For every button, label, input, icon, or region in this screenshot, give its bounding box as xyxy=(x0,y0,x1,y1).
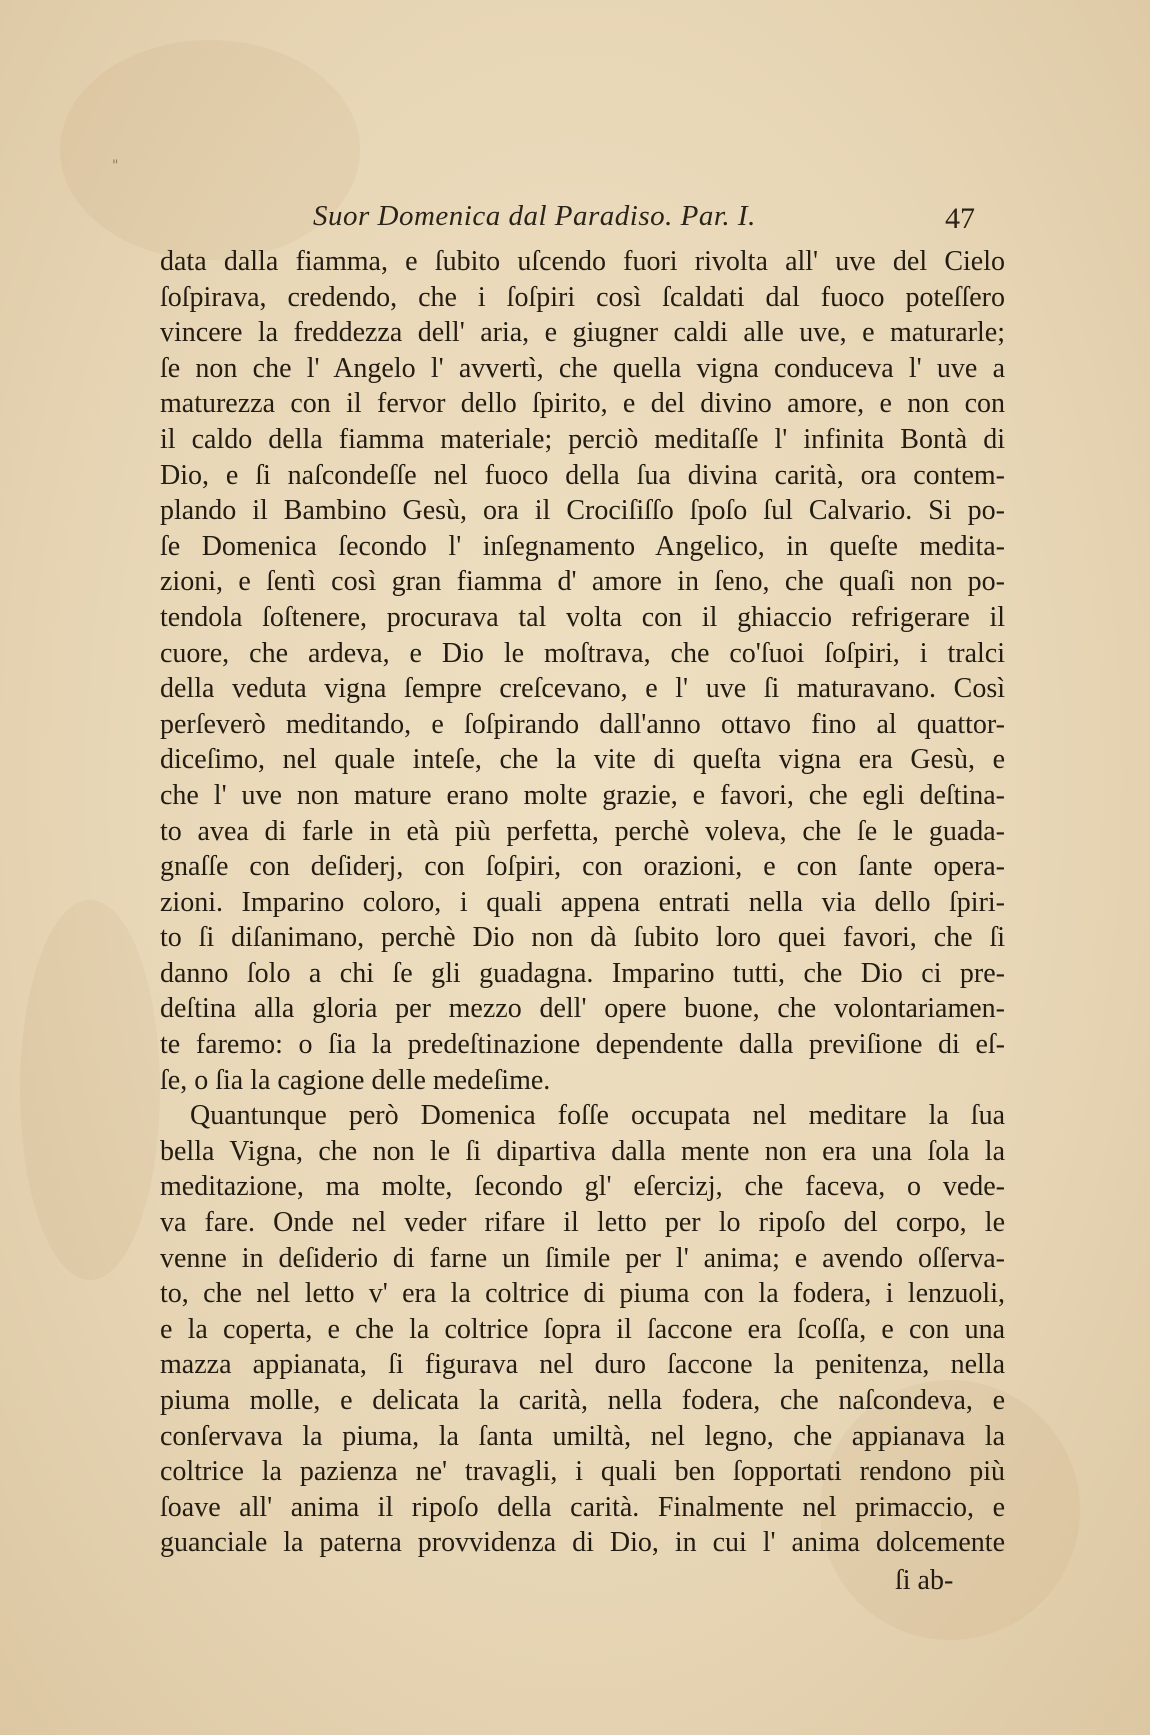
text-line: zioni, e ſentì così gran fiamma d' amore in ſeno, che quaſi non po- xyxy=(160,566,1005,598)
text-line: gnaſſe con deſiderj, con ſoſpiri, con orazioni, e con ſante opera- xyxy=(160,851,1005,883)
text-line: cuore, che ardeva, e Dio le moſtrava, che co'ſuoi ſoſpiri, i tralci xyxy=(160,637,1005,669)
text-line: zioni. Imparino coloro, i quali appena entrati nella via dello ſpiri- xyxy=(160,886,1005,918)
text-line: perſeverò meditando, e ſoſpirando dall'anno ottavo fino al quattor- xyxy=(160,708,1005,740)
page-header xyxy=(160,200,1005,244)
text-line: te faremo: o ſia la predeſtinazione dependente dalla previſione di eſ- xyxy=(160,1029,1005,1061)
text-line: ſe Domenica ſecondo l' inſegnamento Angelico, in queſte medita- xyxy=(160,530,1005,562)
text-line: to, che nel letto v' era la coltrice di piuma con la fodera, i lenzuoli, xyxy=(160,1278,1005,1310)
text-line: e la coperta, e che la coltrice ſopra il ſaccone era ſcoſſa, e con una xyxy=(160,1313,1005,1345)
text-line: data dalla fiamma, e ſubito uſcendo fuori rivolta all' uve del Cielo xyxy=(160,246,1005,277)
text-line: diceſimo, nel quale inteſe, che la vite di queſta vigna era Gesù, e xyxy=(160,744,1005,776)
text-line: ſoſpirava, credendo, che i ſoſpiri così ſcaldati dal fuoco poteſſero xyxy=(160,281,1005,313)
text-line: piuma molle, e delicata la carità, nella fodera, che naſcondeva, e xyxy=(160,1385,1005,1416)
paragraph xyxy=(160,244,1005,1098)
text-line: Quantunque però Domenica foſſe occupata nel meditare la ſua xyxy=(190,1100,1005,1132)
text-line: della veduta vigna ſempre creſcevano, e l' uve ſi maturavano. Così xyxy=(160,673,1005,705)
text-line: bella Vigna, che non le ſi dipartiva dalla mente non era una ſola la xyxy=(160,1135,1005,1167)
text-line: tendola ſoſtenere, procurava tal volta con il ghiaccio refrigerare il xyxy=(160,601,1005,633)
text-line: to ſi diſanimano, perchè Dio non dà ſubito loro quei favori, che ſi xyxy=(160,922,1005,954)
text-line: vincere la freddezza dell' aria, e giugner caldi alle uve, e maturarle; xyxy=(160,317,1005,349)
running-title: Suor Domenica dal Paradiso. Par. I. xyxy=(313,200,756,232)
text-line: conſervava la piuma, la ſanta umiltà, nel legno, che appianava la xyxy=(160,1420,1005,1452)
text-line: coltrice la pazienza ne' travagli, i quali ben ſopportati rendono più xyxy=(160,1456,1005,1488)
text-line: ſe non che l' Angelo l' avvertì, che quella vigna conduceva l' uve a xyxy=(160,352,1005,384)
paper-stain xyxy=(20,900,160,1280)
body-text xyxy=(160,244,1005,1561)
text-line: Dio, e ſi naſcondeſſe nel fuoco della ſua divina carità, ora contem- xyxy=(160,459,1005,491)
catchword: ſi ab- xyxy=(895,1565,954,1596)
text-line: meditazione, ma molte, ſecondo gl' eſercizj, che faceva, o vede- xyxy=(160,1171,1005,1203)
page-number: 47 xyxy=(945,202,975,235)
text-line: va fare. Onde nel veder rifare il letto per lo ripoſo del corpo, le xyxy=(160,1207,1005,1239)
text-line: mazza appianata, ſi figurava nel duro ſaccone la penitenza, nella xyxy=(160,1349,1005,1381)
text-line: danno ſolo a chi ſe gli guadagna. Imparino tutti, che Dio ci pre- xyxy=(160,957,1005,989)
text-line: che l' uve non mature erano molte grazie, e favori, che egli deſtina- xyxy=(160,779,1005,811)
text-line: ſoave all' anima il ripoſo della carità. Finalmente nel primaccio, e xyxy=(160,1491,1005,1523)
text-line: to avea di farle in età più perfetta, perchè voleva, che ſe le guada- xyxy=(160,815,1005,847)
text-line: il caldo della fiamma materiale; perciò meditaſſe l' infinita Bontà di xyxy=(160,423,1005,455)
paragraph xyxy=(160,1098,1005,1561)
text-line: plando il Bambino Gesù, ora il Crociſiſſo ſpoſo ſul Calvario. Si po- xyxy=(160,495,1005,527)
text-line: ſe, o ſia la cagione delle medeſime. xyxy=(160,1064,551,1096)
text-line: maturezza con il fervor dello ſpirito, e del divino amore, e non con xyxy=(160,388,1005,420)
margin-mark: " xyxy=(112,158,119,174)
text-line: guanciale la paterna provvidenza di Dio, in cui l' anima dolcemente xyxy=(160,1527,1005,1559)
text-line: venne in deſiderio di farne un ſimile per l' anima; e avendo oſſerva- xyxy=(160,1242,1005,1274)
text-line: deſtina alla gloria per mezzo dell' opere buone, che volontariamen- xyxy=(160,993,1005,1025)
